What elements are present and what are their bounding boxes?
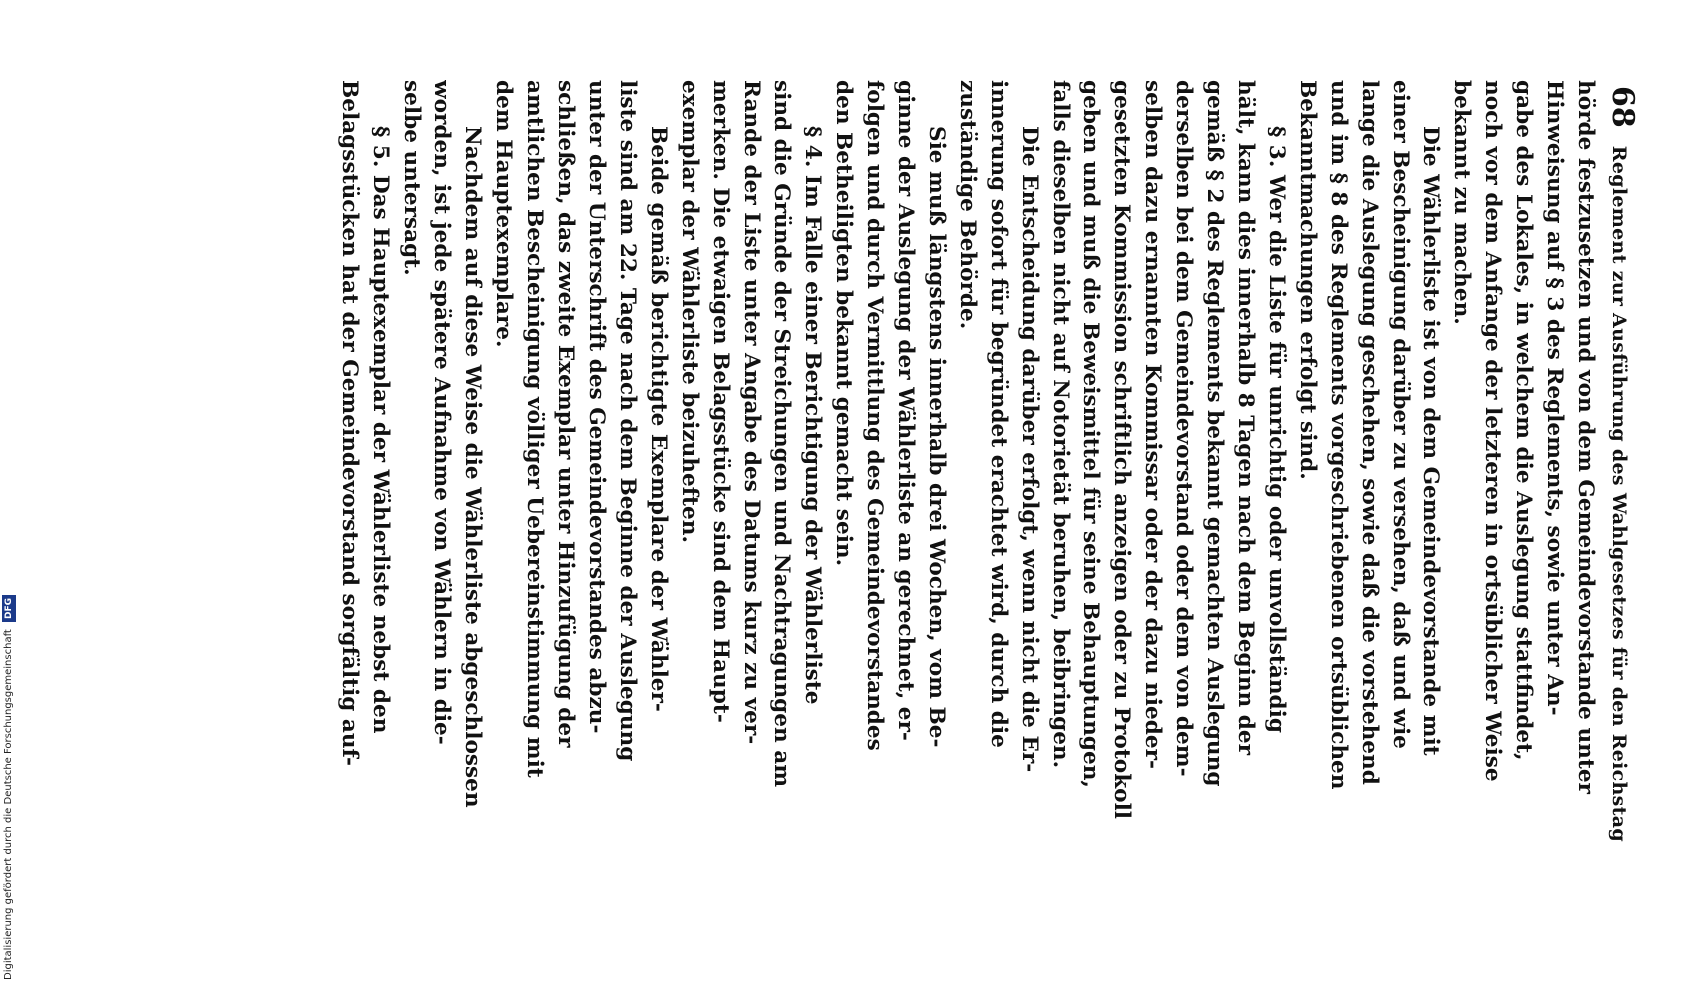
text-line: Rande der Liste unter Angabe des Datums kurz zu ver- [738,80,764,745]
text-line: falls dieselben nicht auf Notorietät beruhen, beibringen. [1047,80,1073,769]
text-line: § 4. Im Falle einer Berichtigung der Wählerliste [800,126,826,705]
text-line: merken. Die etwaigen Belagsstücke sind dem Haupt- [707,80,733,723]
text-line: hält, kann dies innerhalb 8 Tagen nach dem Beginn der [1233,80,1259,755]
text-line: einer Bescheinigung darüber zu versehen, daß und wie [1387,80,1413,749]
body-text [333,80,1600,980]
rotated-page-content [140,80,1640,980]
text-line: ginne der Auslegung der Wählerliste an gerechnet, er- [893,80,919,741]
text-line: Hinweisung auf § 3 des Reglements, sowie unter An- [1542,80,1568,716]
text-line: selben dazu ernannten Kommissar oder der dazu nieder- [1140,80,1166,769]
running-head [1600,80,1640,980]
text-line: Die Entscheidung darüber erfolgt, wenn nicht die Er- [1016,126,1042,773]
dfg-logo: DFG [2,595,16,622]
text-line: folgen und durch Vermittlung des Gemeindevorstandes [862,80,888,751]
text-line: und im § 8 des Reglements vorgeschriebenen ortsüblichen [1325,80,1351,790]
text-line: § 5. Das Hauptexemplar der Wählerliste nebst den [367,126,393,734]
text-line: noch vor dem Anfange der letzteren in ortsüblicher Weise [1480,80,1506,782]
text-line: bekannt zu machen. [1449,80,1475,325]
text-line: innerung sofort für begründet erachtet wird, durch die [985,80,1011,748]
text-line: derselben bei dem Gemeindevorstand oder dem von dem- [1171,80,1197,777]
dfg-credit [2,560,16,980]
page-number: 68 [1605,86,1640,128]
text-line: lange die Auslegung geschehen, sowie daß die vorstehend [1356,80,1382,785]
text-line: Bekanntmachungen erfolgt sind. [1294,80,1320,480]
text-line: exemplar der Wählerliste beizuheften. [676,80,702,543]
text-line: gemäß § 2 des Reglements bekannt gemachten Auslegung [1202,80,1228,787]
text-line: § 3. Wer die Liste für unrichtig oder unvollständig [1263,126,1289,733]
text-line: selbe untersagt. [398,80,424,276]
text-line: gesetzten Kommission schriftlich anzeigen oder zu Protokoll [1109,80,1135,819]
text-line: dem Hauptexemplare. [491,80,517,348]
text-line: unter der Unterschrift des Gemeindevorstandes abzu- [584,80,609,734]
text-line: sind die Gründe der Streichungen und Nachtragungen am [769,80,795,788]
text-line: Nachdem auf diese Weise die Wählerliste abgeschlossen [460,126,486,808]
text-line: hörde festzusetzen und von dem Gemeindevorstande unter [1573,80,1598,794]
text-line: schließen, das zweite Exemplar unter Hinzufügung der [553,80,579,748]
credit-text: Digitalisierung gefördert durch die Deutsche Forschungsgemeinschaft [3,629,14,980]
text-line: zuständige Behörde. [954,80,980,330]
text-line: worden, ist jede spätere Aufnahme von Wählern in die- [429,80,455,745]
text-line: Sie muß längstens innerhalb drei Wochen, vom Be- [923,126,949,748]
text-line: amtlichen Bescheinigung völliger Uebereinstimmung mit [522,80,548,778]
text-line: Beide gemäß berichtigte Exemplare der Wähler- [645,126,671,712]
text-line: geben und muß die Beweismittel für seine Behauptungen, [1078,80,1104,788]
document-page [140,80,1640,980]
text-line: Die Wählerliste ist von dem Gemeindevorstande mit [1418,126,1444,756]
running-title: Reglement zur Ausführung des Wahlgesetzes für den Reichstag [1608,145,1630,842]
text-line: Belagsstücken hat der Gemeindevorstand sorgfältig auf- [336,80,362,767]
text-line: gabe des Lokales, in welchem die Auslegung stattfindet, [1511,80,1537,761]
text-line: liste sind am 22. Tage nach dem Beginne der Auslegung [614,80,640,762]
text-line: den Betheiligten bekannt gemacht sein. [831,80,857,567]
